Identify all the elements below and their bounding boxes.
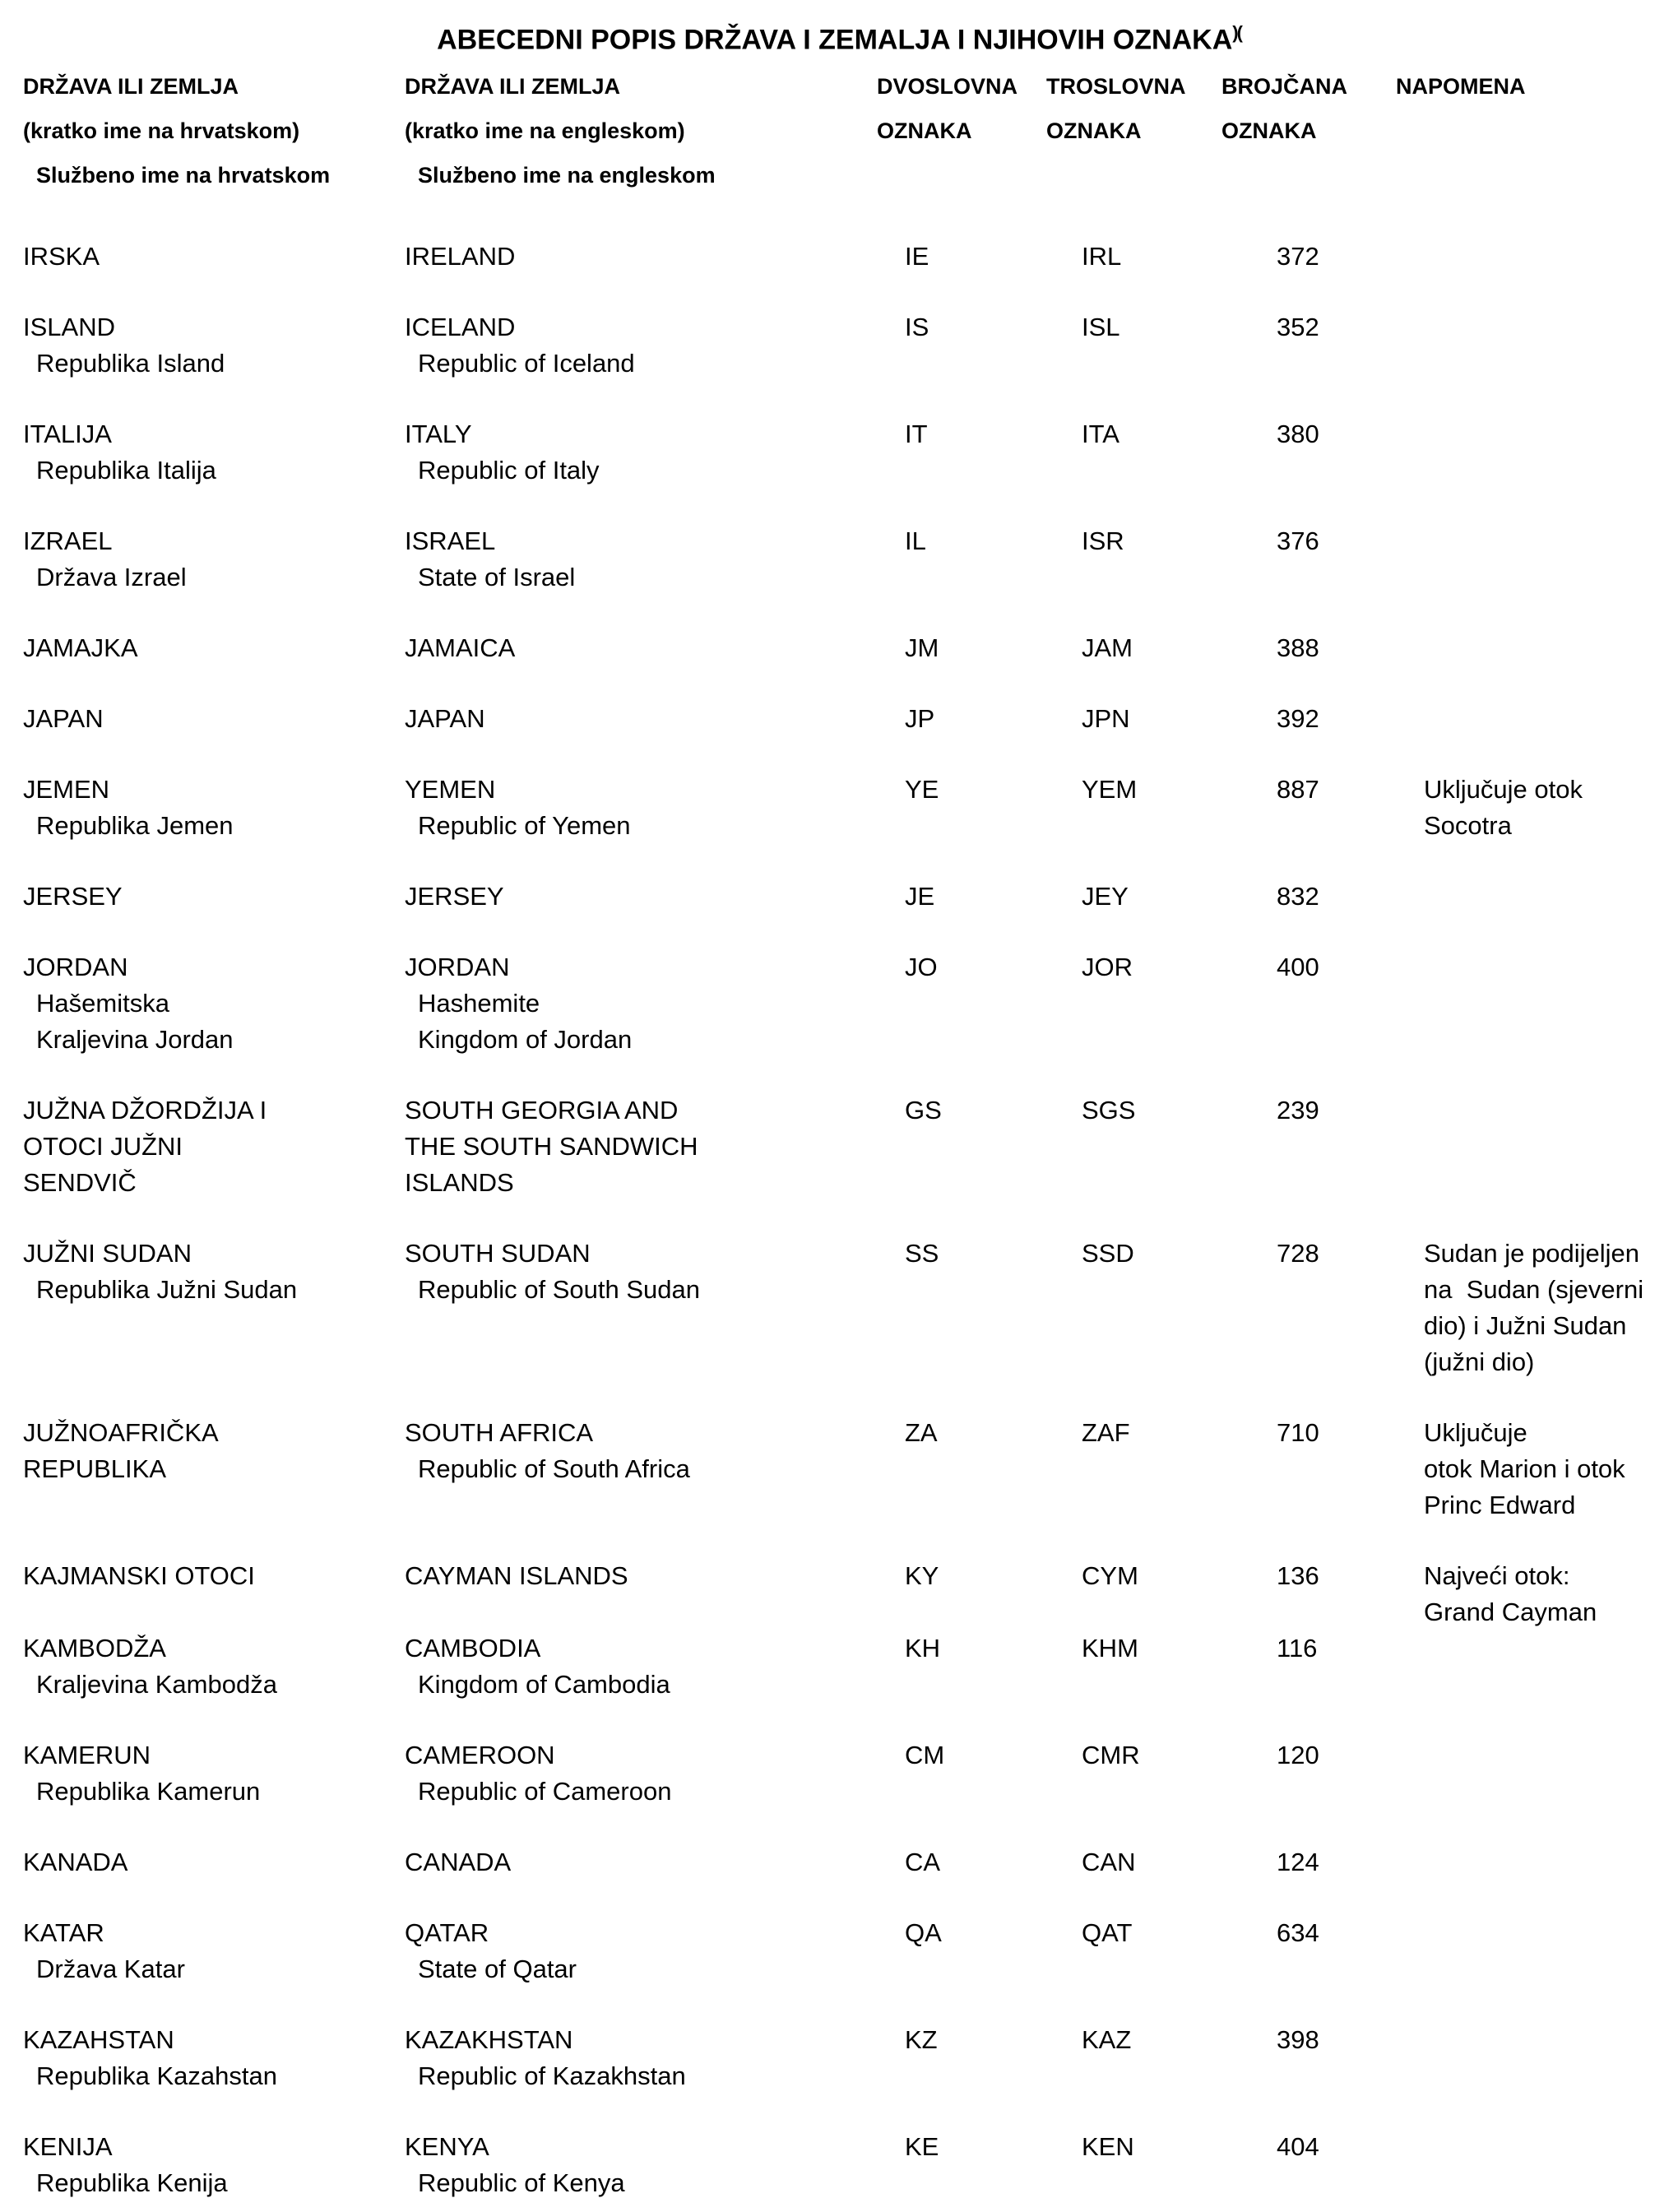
header-en-name-line3: Službeno ime na engleskom <box>418 163 716 188</box>
en-short-name-line: CAYMAN ISLANDS <box>405 1561 628 1590</box>
note-line: (južni dio) <box>1424 1347 1535 1376</box>
hr-short-name-line: ITALIJA <box>23 420 112 448</box>
hr-official-name-line: Kraljevina Kambodža <box>36 1670 277 1699</box>
note-cell <box>1424 1558 1678 1630</box>
table-row <box>23 949 1678 1058</box>
alpha3-code-cell <box>1082 2129 1277 2165</box>
alpha3-code-cell <box>1082 879 1277 915</box>
note-line: Uključuje otok <box>1424 775 1583 804</box>
hr-name-cell <box>23 239 405 275</box>
note-line: Princ Edward <box>1424 1491 1576 1519</box>
hr-short-name-line: KANADA <box>23 1848 128 1876</box>
hr-short-name-line: JORDAN <box>23 953 128 981</box>
en-official-name-line: Republic of South Africa <box>418 1454 690 1483</box>
header-alpha2-line1: DVOSLOVNA <box>877 74 1018 99</box>
alpha2-code-cell <box>905 1630 1082 1667</box>
en-name-cell <box>405 1236 905 1308</box>
alpha3-code: ITA <box>1082 420 1119 448</box>
table-row <box>23 2022 1678 2094</box>
alpha3-code: ISR <box>1082 526 1124 555</box>
note-line: na Sudan (sjeverni <box>1424 1275 1644 1304</box>
hr-official-name-line: Hašemitska <box>36 989 169 1018</box>
hr-name-cell <box>23 523 405 596</box>
alpha2-code: JO <box>905 953 938 981</box>
en-name-cell <box>405 1844 905 1880</box>
en-short-name-line: JERSEY <box>405 882 504 911</box>
page-title-text: ABECEDNI POPIS DRŽAVA I ZEMALJA I NJIHOVIH OZNAKA <box>437 24 1233 56</box>
hr-official-name-line: Republika Kenija <box>36 2168 228 2197</box>
note-line: Socotra <box>1424 811 1512 840</box>
alpha2-code: CA <box>905 1848 941 1876</box>
numeric-code: 120 <box>1277 1741 1319 1769</box>
table-row <box>23 416 1678 489</box>
alpha3-code: JPN <box>1082 704 1130 733</box>
header-hr-name-line2: (kratko ime na hrvatskom) <box>23 118 300 143</box>
numeric-code-cell <box>1277 523 1424 559</box>
alpha3-code: KEN <box>1082 2132 1134 2161</box>
en-short-name-line: THE SOUTH SANDWICH <box>405 1132 698 1161</box>
numeric-code-cell <box>1277 2129 1424 2165</box>
hr-official-name-line: Republika Jemen <box>36 811 234 840</box>
numeric-code: 728 <box>1277 1239 1319 1268</box>
header-alpha3-line1: TROSLOVNA <box>1046 74 1186 99</box>
hr-short-name-line: JERSEY <box>23 882 123 911</box>
numeric-code-cell <box>1277 949 1424 985</box>
numeric-code: 832 <box>1277 882 1319 911</box>
numeric-code: 116 <box>1277 1634 1318 1662</box>
en-name-cell <box>405 1737 905 1810</box>
en-short-name-line: ICELAND <box>405 313 516 341</box>
en-official-name-line: Republic of Italy <box>418 456 600 485</box>
en-short-name-line: JAMAICA <box>405 633 516 662</box>
en-short-name-line: ISRAEL <box>405 526 496 555</box>
en-short-name-line: ISLANDS <box>405 1168 514 1197</box>
en-official-name-line: Republic of Kazakhstan <box>418 2061 686 2090</box>
en-official-name-line: Republic of Kenya <box>418 2168 625 2197</box>
hr-short-name-line: JUŽNOAFRIČKA <box>23 1418 219 1447</box>
alpha2-code: IS <box>905 313 929 341</box>
alpha3-code: JOR <box>1082 953 1133 981</box>
note-line: Grand Cayman <box>1424 1598 1597 1626</box>
numeric-code-cell <box>1277 1092 1424 1129</box>
hr-name-cell <box>23 1092 405 1201</box>
alpha3-code-cell <box>1082 630 1277 666</box>
en-name-cell <box>405 701 905 737</box>
en-name-cell <box>405 1415 905 1487</box>
alpha2-code: CM <box>905 1741 945 1769</box>
hr-short-name-line: KAMERUN <box>23 1741 151 1769</box>
table-row <box>23 1558 1678 1630</box>
hr-short-name-line: OTOCI JUŽNI <box>23 1132 183 1161</box>
hr-short-name-line: KAJMANSKI OTOCI <box>23 1561 255 1590</box>
alpha3-code-cell <box>1082 1630 1277 1667</box>
table-row <box>23 879 1678 915</box>
en-name-cell <box>405 772 905 844</box>
en-name-cell <box>405 949 905 1058</box>
en-short-name-line: QATAR <box>405 1918 489 1947</box>
alpha2-code: KY <box>905 1561 939 1590</box>
numeric-code-cell <box>1277 1630 1424 1667</box>
alpha3-code-cell <box>1082 2022 1277 2058</box>
hr-short-name-line: IRSKA <box>23 242 100 271</box>
numeric-code: 388 <box>1277 633 1319 662</box>
hr-short-name-line: JUŽNI SUDAN <box>23 1239 192 1268</box>
alpha2-code: SS <box>905 1239 939 1268</box>
alpha3-code-cell <box>1082 1844 1277 1880</box>
hr-name-cell <box>23 2022 405 2094</box>
title-footnote-mark: )( <box>1232 22 1241 43</box>
en-name-cell <box>405 2129 905 2201</box>
numeric-code-cell <box>1277 309 1424 345</box>
alpha3-code: IRL <box>1082 242 1122 271</box>
hr-name-cell <box>23 1630 405 1703</box>
alpha3-code: QAT <box>1082 1918 1133 1947</box>
alpha2-code: KZ <box>905 2025 938 2054</box>
hr-short-name-line: JUŽNA DŽORDŽIJA I <box>23 1096 267 1125</box>
en-name-cell <box>405 1092 905 1201</box>
alpha2-code-cell <box>905 1915 1082 1951</box>
numeric-code: 710 <box>1277 1418 1319 1447</box>
alpha2-code-cell <box>905 1558 1082 1594</box>
alpha2-code-cell <box>905 239 1082 275</box>
hr-name-cell <box>23 1415 405 1487</box>
header-hr-name-line1: DRŽAVA ILI ZEMLJA <box>23 74 239 99</box>
en-short-name-line: IRELAND <box>405 242 516 271</box>
hr-official-name-line: Republika Kamerun <box>36 1777 261 1806</box>
en-name-cell <box>405 416 905 489</box>
numeric-code: 404 <box>1277 2132 1319 2161</box>
hr-official-name-line: Država Izrael <box>36 563 187 591</box>
hr-name-cell <box>23 416 405 489</box>
hr-short-name-line: JEMEN <box>23 775 110 804</box>
numeric-code: 376 <box>1277 526 1319 555</box>
hr-name-cell <box>23 1915 405 1987</box>
numeric-code: 634 <box>1277 1918 1319 1947</box>
alpha2-code-cell <box>905 1844 1082 1880</box>
alpha2-code-cell <box>905 2022 1082 2058</box>
table-row <box>23 1737 1678 1810</box>
alpha3-code-cell <box>1082 1092 1277 1129</box>
alpha3-code-cell <box>1082 239 1277 275</box>
en-name-cell <box>405 1915 905 1987</box>
hr-official-name-line: Država Katar <box>36 1955 185 1983</box>
hr-name-cell <box>23 1737 405 1810</box>
alpha3-code-cell <box>1082 309 1277 345</box>
alpha2-code-cell <box>905 772 1082 808</box>
numeric-code: 392 <box>1277 704 1319 733</box>
hr-official-name-line: Kraljevina Jordan <box>36 1025 234 1054</box>
numeric-code-cell <box>1277 879 1424 915</box>
numeric-code-cell <box>1277 701 1424 737</box>
hr-name-cell <box>23 879 405 915</box>
alpha2-code-cell <box>905 1737 1082 1774</box>
alpha3-code: CMR <box>1082 1741 1140 1769</box>
table-row <box>23 1236 1678 1380</box>
note-cell <box>1424 1415 1678 1523</box>
alpha3-code-cell <box>1082 1737 1277 1774</box>
hr-name-cell <box>23 1844 405 1880</box>
hr-official-name-line: Republika Južni Sudan <box>36 1275 298 1304</box>
hr-short-name-line: SENDVIČ <box>23 1168 137 1197</box>
hr-name-cell <box>23 949 405 1058</box>
alpha3-code-cell <box>1082 416 1277 452</box>
alpha2-code-cell <box>905 523 1082 559</box>
alpha3-code: ISL <box>1082 313 1120 341</box>
en-short-name-line: CANADA <box>405 1848 512 1876</box>
alpha2-code: ZA <box>905 1418 938 1447</box>
numeric-code-cell <box>1277 1737 1424 1774</box>
numeric-code: 398 <box>1277 2025 1319 2054</box>
numeric-code-cell <box>1277 239 1424 275</box>
en-short-name-line: SOUTH SUDAN <box>405 1239 591 1268</box>
alpha2-code: KH <box>905 1634 941 1662</box>
hr-name-cell <box>23 772 405 844</box>
hr-name-cell <box>23 1236 405 1308</box>
hr-official-name-line: Republika Island <box>36 349 225 378</box>
numeric-code: 352 <box>1277 313 1319 341</box>
header-en-name-line1: DRŽAVA ILI ZEMLJA <box>405 74 620 99</box>
en-short-name-line: YEMEN <box>405 775 496 804</box>
numeric-code-cell <box>1277 630 1424 666</box>
alpha3-code: KAZ <box>1082 2025 1132 2054</box>
table-row <box>23 630 1678 666</box>
alpha3-code-cell <box>1082 949 1277 985</box>
alpha2-code-cell <box>905 309 1082 345</box>
header-en-name-line2: (kratko ime na engleskom) <box>405 118 685 143</box>
alpha2-code: GS <box>905 1096 942 1125</box>
en-short-name-line: ITALY <box>405 420 472 448</box>
alpha2-code: IL <box>905 526 926 555</box>
en-name-cell <box>405 1630 905 1703</box>
en-short-name-line: SOUTH GEORGIA AND <box>405 1096 679 1125</box>
en-short-name-line: KENYA <box>405 2132 489 2161</box>
numeric-code: 372 <box>1277 242 1319 271</box>
alpha3-code-cell <box>1082 1915 1277 1951</box>
alpha3-code-cell <box>1082 523 1277 559</box>
table-row <box>23 1630 1678 1703</box>
numeric-code: 239 <box>1277 1096 1319 1125</box>
alpha3-code: KHM <box>1082 1634 1138 1662</box>
en-official-name-line: Republic of Iceland <box>418 349 635 378</box>
numeric-code: 136 <box>1277 1561 1319 1590</box>
alpha3-code-cell <box>1082 701 1277 737</box>
hr-short-name-line: KENIJA <box>23 2132 113 2161</box>
en-official-name-line: Kingdom of Cambodia <box>418 1670 670 1699</box>
page-title <box>0 13 1678 56</box>
hr-short-name-line: ISLAND <box>23 313 115 341</box>
table-row <box>23 1915 1678 1987</box>
numeric-code: 124 <box>1277 1848 1319 1876</box>
alpha2-code-cell <box>905 1236 1082 1272</box>
alpha3-code: ZAF <box>1082 1418 1130 1447</box>
alpha2-code: KE <box>905 2132 939 2161</box>
note-cell <box>1424 772 1678 844</box>
alpha3-code: SGS <box>1082 1096 1136 1125</box>
en-official-name-line: State of Qatar <box>418 1955 577 1983</box>
alpha2-code-cell <box>905 1415 1082 1451</box>
en-official-name-line: Kingdom of Jordan <box>418 1025 633 1054</box>
alpha3-code-cell <box>1082 1415 1277 1451</box>
hr-name-cell <box>23 701 405 737</box>
hr-name-cell <box>23 2129 405 2201</box>
hr-name-cell <box>23 630 405 666</box>
header-alpha3-line2: OZNAKA <box>1046 118 1142 143</box>
note-line: Uključuje <box>1424 1418 1527 1447</box>
hr-official-name-line: Republika Italija <box>36 456 216 485</box>
numeric-code: 887 <box>1277 775 1319 804</box>
alpha3-code: SSD <box>1082 1239 1134 1268</box>
en-official-name-line: Republic of South Sudan <box>418 1275 700 1304</box>
numeric-code-cell <box>1277 1236 1424 1272</box>
table-row <box>23 1844 1678 1880</box>
table-row <box>23 2129 1678 2201</box>
country-rows <box>0 239 1678 2201</box>
alpha3-code-cell <box>1082 772 1277 808</box>
numeric-code-cell <box>1277 772 1424 808</box>
hr-short-name-line: REPUBLIKA <box>23 1454 167 1483</box>
note-cell <box>1424 1236 1678 1380</box>
table-row <box>23 523 1678 596</box>
alpha3-code: YEM <box>1082 775 1138 804</box>
numeric-code-cell <box>1277 2022 1424 2058</box>
en-name-cell <box>405 239 905 275</box>
en-short-name-line: KAZAKHSTAN <box>405 2025 573 2054</box>
hr-short-name-line: JAMAJKA <box>23 633 138 662</box>
numeric-code-cell <box>1277 1415 1424 1451</box>
en-name-cell <box>405 523 905 596</box>
alpha3-code: CAN <box>1082 1848 1136 1876</box>
en-official-name-line: State of Israel <box>418 563 576 591</box>
en-name-cell <box>405 630 905 666</box>
hr-short-name-line: KAMBODŽA <box>23 1634 166 1662</box>
alpha3-code: JEY <box>1082 882 1129 911</box>
hr-name-cell <box>23 309 405 382</box>
alpha2-code: YE <box>905 775 939 804</box>
note-line: Sudan je podijeljen <box>1424 1239 1639 1268</box>
alpha2-code: IE <box>905 242 929 271</box>
table-row <box>23 701 1678 737</box>
hr-short-name-line: KATAR <box>23 1918 104 1947</box>
alpha2-code-cell <box>905 1092 1082 1129</box>
alpha2-code: QA <box>905 1918 942 1947</box>
numeric-code-cell <box>1277 1844 1424 1880</box>
en-short-name-line: CAMBODIA <box>405 1634 541 1662</box>
alpha2-code: JP <box>905 704 935 733</box>
en-name-cell <box>405 1558 905 1594</box>
en-official-name-line: Republic of Yemen <box>418 811 631 840</box>
header-numeric-line2: OZNAKA <box>1221 118 1317 143</box>
en-short-name-line: CAMEROON <box>405 1741 555 1769</box>
header-hr-name-line3: Službeno ime na hrvatskom <box>36 163 331 188</box>
header-note-line1: NAPOMENA <box>1396 74 1526 99</box>
note-line: dio) i Južni Sudan <box>1424 1311 1627 1340</box>
alpha2-code-cell <box>905 416 1082 452</box>
alpha2-code-cell <box>905 949 1082 985</box>
en-name-cell <box>405 309 905 382</box>
numeric-code: 380 <box>1277 420 1319 448</box>
hr-official-name-line: Republika Kazahstan <box>36 2061 277 2090</box>
hr-short-name-line: KAZAHSTAN <box>23 2025 174 2054</box>
alpha2-code-cell <box>905 701 1082 737</box>
alpha2-code-cell <box>905 879 1082 915</box>
en-short-name-line: SOUTH AFRICA <box>405 1418 594 1447</box>
alpha2-code: JE <box>905 882 935 911</box>
alpha3-code: JAM <box>1082 633 1133 662</box>
table-header <box>0 74 1678 199</box>
numeric-code-cell <box>1277 1558 1424 1594</box>
alpha3-code: CYM <box>1082 1561 1138 1590</box>
note-line: otok Marion i otok <box>1424 1454 1625 1483</box>
hr-short-name-line: IZRAEL <box>23 526 113 555</box>
alpha2-code: JM <box>905 633 939 662</box>
header-alpha2-line2: OZNAKA <box>877 118 972 143</box>
table-row <box>23 239 1678 275</box>
table-row <box>23 772 1678 844</box>
en-name-cell <box>405 879 905 915</box>
alpha2-code: IT <box>905 420 928 448</box>
note-line: Najveći otok: <box>1424 1561 1570 1590</box>
en-short-name-line: JORDAN <box>405 953 510 981</box>
numeric-code-cell <box>1277 1915 1424 1951</box>
numeric-code-cell <box>1277 416 1424 452</box>
en-short-name-line: JAPAN <box>405 704 485 733</box>
alpha3-code-cell <box>1082 1558 1277 1594</box>
alpha2-code-cell <box>905 2129 1082 2165</box>
alpha3-code-cell <box>1082 1236 1277 1272</box>
hr-name-cell <box>23 1558 405 1594</box>
table-row <box>23 1415 1678 1523</box>
alpha2-code-cell <box>905 630 1082 666</box>
en-official-name-line: Republic of Cameroon <box>418 1777 672 1806</box>
table-row <box>23 309 1678 382</box>
en-official-name-line: Hashemite <box>418 989 540 1018</box>
numeric-code: 400 <box>1277 953 1319 981</box>
en-name-cell <box>405 2022 905 2094</box>
hr-short-name-line: JAPAN <box>23 704 104 733</box>
header-numeric-line1: BROJČANA <box>1221 74 1348 99</box>
table-row <box>23 1092 1678 1201</box>
